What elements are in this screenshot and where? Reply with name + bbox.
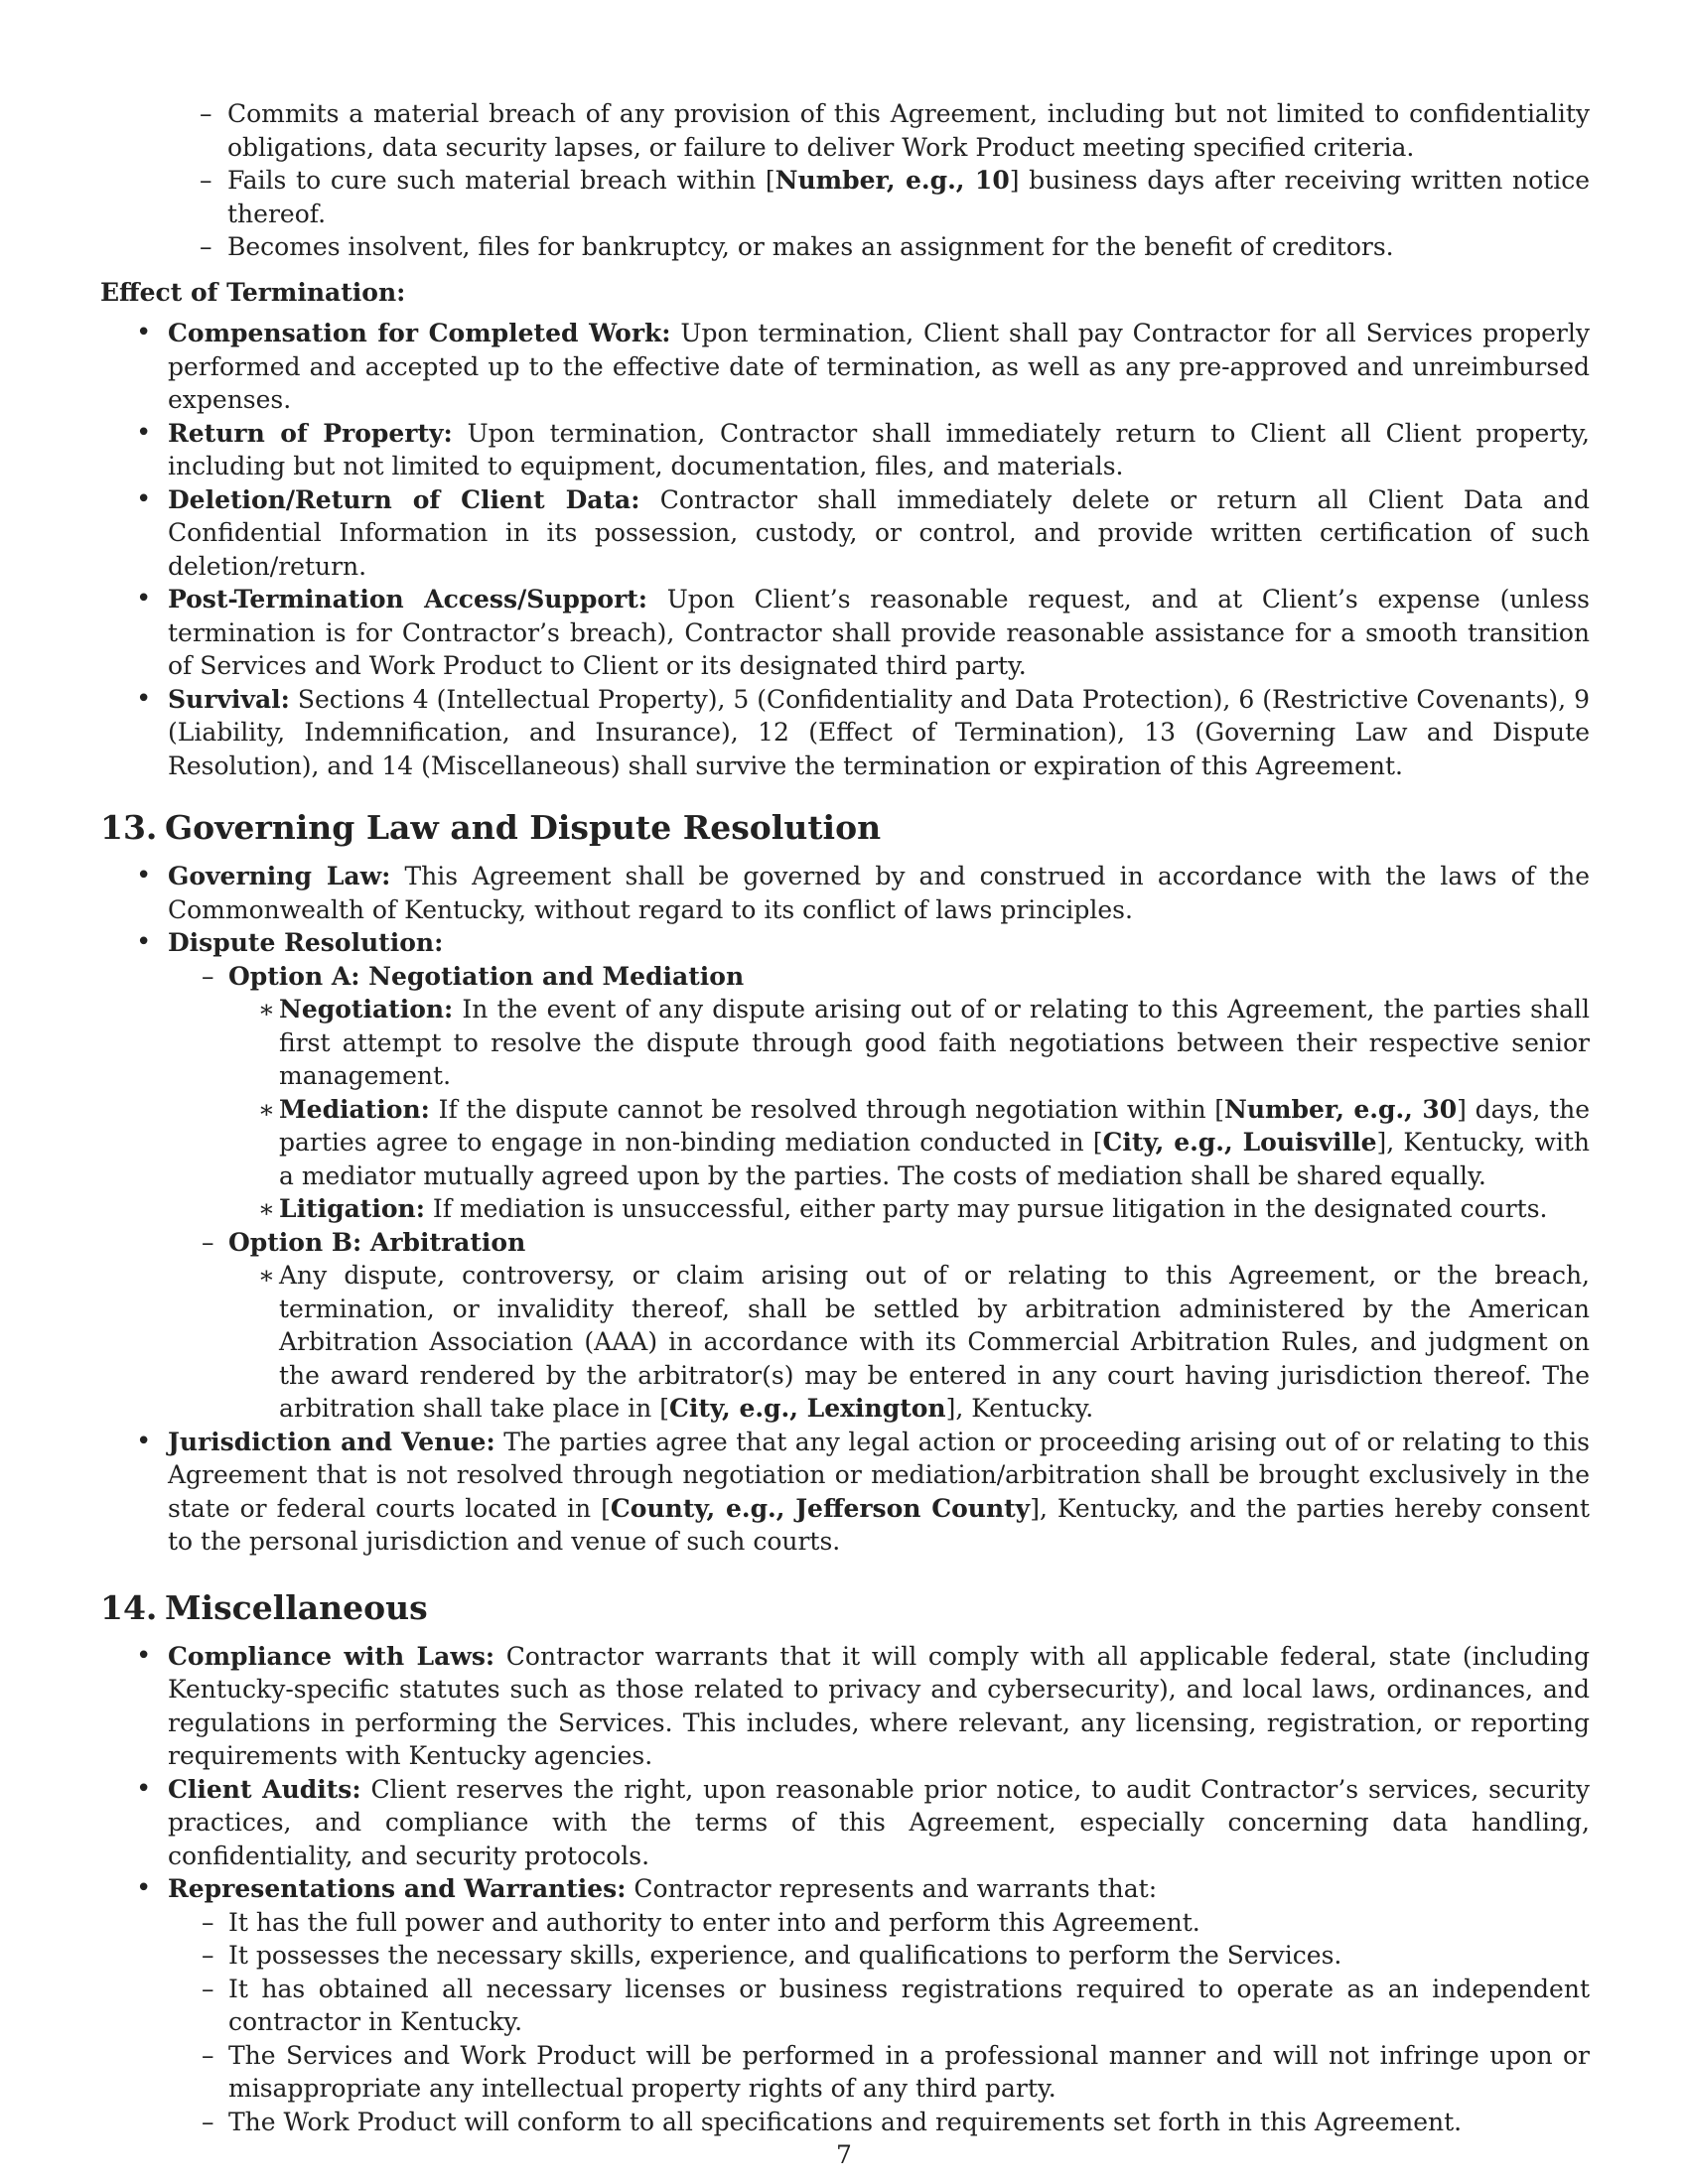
item-label: Compensation for Completed Work: [168,319,671,347]
item-text: If mediation is unsuccessful, either party may pursue litigation in the designated courts. [424,1194,1548,1223]
placeholder: Number, e.g., 30 [1224,1094,1458,1124]
item-label: Representations and Warranties: [168,1874,627,1903]
cure-text-post: ] business days after receiving written notice thereof. [227,166,1590,228]
list-item [100,1773,1590,1873]
placeholder: County, e.g., Jefferson County [610,1493,1031,1523]
item-text: The parties agree that any legal action or proceeding arising out of or relating to this Agreement that is not resolved through negotiation or mediation/arbitration shall be brought exclusively in the state or federal courts located in [ [168,1427,1590,1523]
breach-clause: Commits a material breach of any provision of this Agreement, including but not limited to confidentiality obligations, data security lapses, or failure to deliver Work Product meeting specified criteria. [227,99,1590,162]
item-label: Survival: [168,684,290,714]
item-label: Dispute Resolution: [168,928,444,957]
cure-placeholder: Number, e.g., 10 [774,166,1010,195]
list-item [228,1259,1590,1426]
item-text: Contractor represents and warrants that: [626,1874,1158,1903]
list-item [100,1640,1590,1773]
item-text: ], Kentucky. [945,1394,1094,1423]
item-text: ] days, the parties agree to engage in non-binding mediation conducted in [ [279,1094,1591,1157]
item-text: ], Kentucky, with a mediator mutually agreed upon by the parties. The costs of mediation shall be shared equally. [279,1128,1591,1190]
list-item [168,2106,1590,2139]
item-text: It possesses the necessary skills, experience, and qualifications to perform the Services. [228,1941,1342,1970]
item-text: Upon termination, Client shall pay Contractor for all Services properly performed and accepted up to the effective date of termination, as well as any pre-approved and unreimbursed expenses. [168,319,1590,414]
item-label: Negotiation: [279,995,454,1024]
list-item [168,1226,1590,1426]
dispute-options-list [168,960,1590,1426]
placeholder: City, e.g., Louisville [1102,1128,1377,1157]
effect-of-termination-heading: Effect of Termination: [100,277,406,307]
placeholder: City, e.g., Lexington [668,1394,946,1423]
section-14-list [100,1640,1590,2139]
list-item [228,1093,1590,1193]
termination-grounds-list [100,97,1590,264]
section-title: Governing Law and Dispute Resolution [165,808,882,847]
item-label: Compliance with Laws: [168,1641,495,1671]
item-label: Litigation: [279,1194,425,1223]
item-text: Sections 4 (Intellectual Property), 5 (Confidentiality and Data Protection), 6 (Restrictive Covenants), 9 (Liability, Indemnification, and Insurance), 12 (Effect of Termination), 13 (Governing Law and Dispute Resolution), and 14 (Miscellaneous) shall survive the termination or expiration of this Agreement. [168,684,1590,780]
list-item [168,960,1590,1226]
item-text: Contractor shall immediately delete or return all Client Data and Confidential Information in its possession, custody, or control, and provide written certification of such deletion/return. [168,484,1591,581]
list-item [100,926,1590,1426]
warranties-list [168,1906,1590,2139]
option-b-list [228,1259,1590,1426]
item-text: This Agreement shall be governed by and construed in accordance with the laws of the Commonwealth of Kentucky, without regard to its conflict of laws principles. [168,862,1590,924]
list-item [100,1872,1590,2138]
item-text: Any dispute, controversy, or claim arising out of or relating to this Agreement, or the breach, termination, or invalidity thereof, shall be settled by arbitration administered by the American Arbitration Association (AAA) in accordance with its Commercial Arbitration Rules, and judgment on the award rendered by the arbitrator(s) may be entered in any court having jurisdiction thereof. The arbitration shall take place in [ [279,1261,1590,1423]
cure-text-pre: Fails to cure such material breach within [ [227,166,775,195]
list-item [100,417,1590,483]
list-item [100,97,1590,164]
item-text: It has the full power and authority to enter into and perform this Agreement. [228,1907,1200,1937]
list-item [100,317,1590,417]
item-label: Mediation: [279,1094,430,1124]
item-text: If the dispute cannot be resolved through negotiation within [ [429,1094,1225,1124]
item-label: Post-Termination Access/Support: [168,585,648,614]
list-item [228,1192,1590,1226]
item-label: Client Audits: [168,1774,361,1804]
list-item [168,1939,1590,1973]
document-body [100,97,1590,2138]
option-b-label: Option B: Arbitration [228,1227,526,1257]
list-item [168,2039,1590,2106]
item-text: The Services and Work Product will be performed in a professional manner and will not infringe upon or misappropriate any intellectual property rights of any third party. [228,2040,1590,2103]
page-number: 7 [836,2140,852,2169]
section-13-heading [100,808,1590,848]
item-text: In the event of any dispute arising out of or relating to this Agreement, the parties shall first attempt to resolve the dispute through good faith negotiations between their respective senior management. [279,995,1590,1090]
insolvency-clause: Becomes insolvent, files for bankruptcy, or makes an assignment for the benefit of creditors. [227,232,1394,261]
effect-of-termination-list [100,317,1590,782]
item-label: Return of Property: [168,418,453,448]
list-item [100,164,1590,230]
option-a-list [228,993,1590,1226]
list-item [228,993,1590,1093]
item-label: Jurisdiction and Venue: [168,1427,495,1456]
list-item [100,683,1590,783]
option-a-label: Option A: Negotiation and Mediation [228,961,745,991]
list-item [168,1906,1590,1940]
list-item [100,1426,1590,1559]
item-label: Governing Law: [168,862,391,890]
section-number: 14. [100,1587,158,1627]
item-text: ], Kentucky, and the parties hereby consent to the personal jurisdiction and venue of such courts. [168,1493,1590,1556]
section-14-heading [100,1588,1590,1628]
list-item [100,483,1590,584]
section-13-list [100,860,1590,1559]
list-item [100,230,1590,264]
list-item [168,1973,1590,2039]
item-text: The Work Product will conform to all specifications and requirements set forth in this Agreement. [228,2107,1463,2136]
item-text: Client reserves the right, upon reasonable prior notice, to audit Contractor’s services, security practices, and compliance with the terms of this Agreement, especially concerning data handling, confidentiality, and security protocols. [168,1774,1590,1870]
item-text: It has obtained all necessary licenses or business registrations required to operate as an independent contractor in Kentucky. [228,1974,1590,2036]
item-text: Upon termination, Contractor shall immediately return to Client all Client property, including but not limited to equipment, documentation, files, and materials. [168,418,1590,480]
list-item [100,583,1590,683]
section-title: Miscellaneous [165,1587,428,1627]
item-label: Deletion/Return of Client Data: [168,484,640,514]
section-number: 13. [100,808,158,847]
list-item [100,860,1590,926]
item-text: Upon Client’s reasonable request, and at Client’s expense (unless termination is for Contractor’s breach), Contractor shall provide reasonable assistance for a smooth transition of Services and Work Product to Client or its designated third party. [168,585,1590,680]
item-text: Contractor warrants that it will comply with all applicable federal, state (including Kentucky-specific statutes such as those related to privacy and cybersecurity), and local laws, ordinances, and regulations in performing the Services. This includes, where relevant, any licensing, registration, or reporting requirements with Kentucky agencies. [168,1641,1590,1770]
